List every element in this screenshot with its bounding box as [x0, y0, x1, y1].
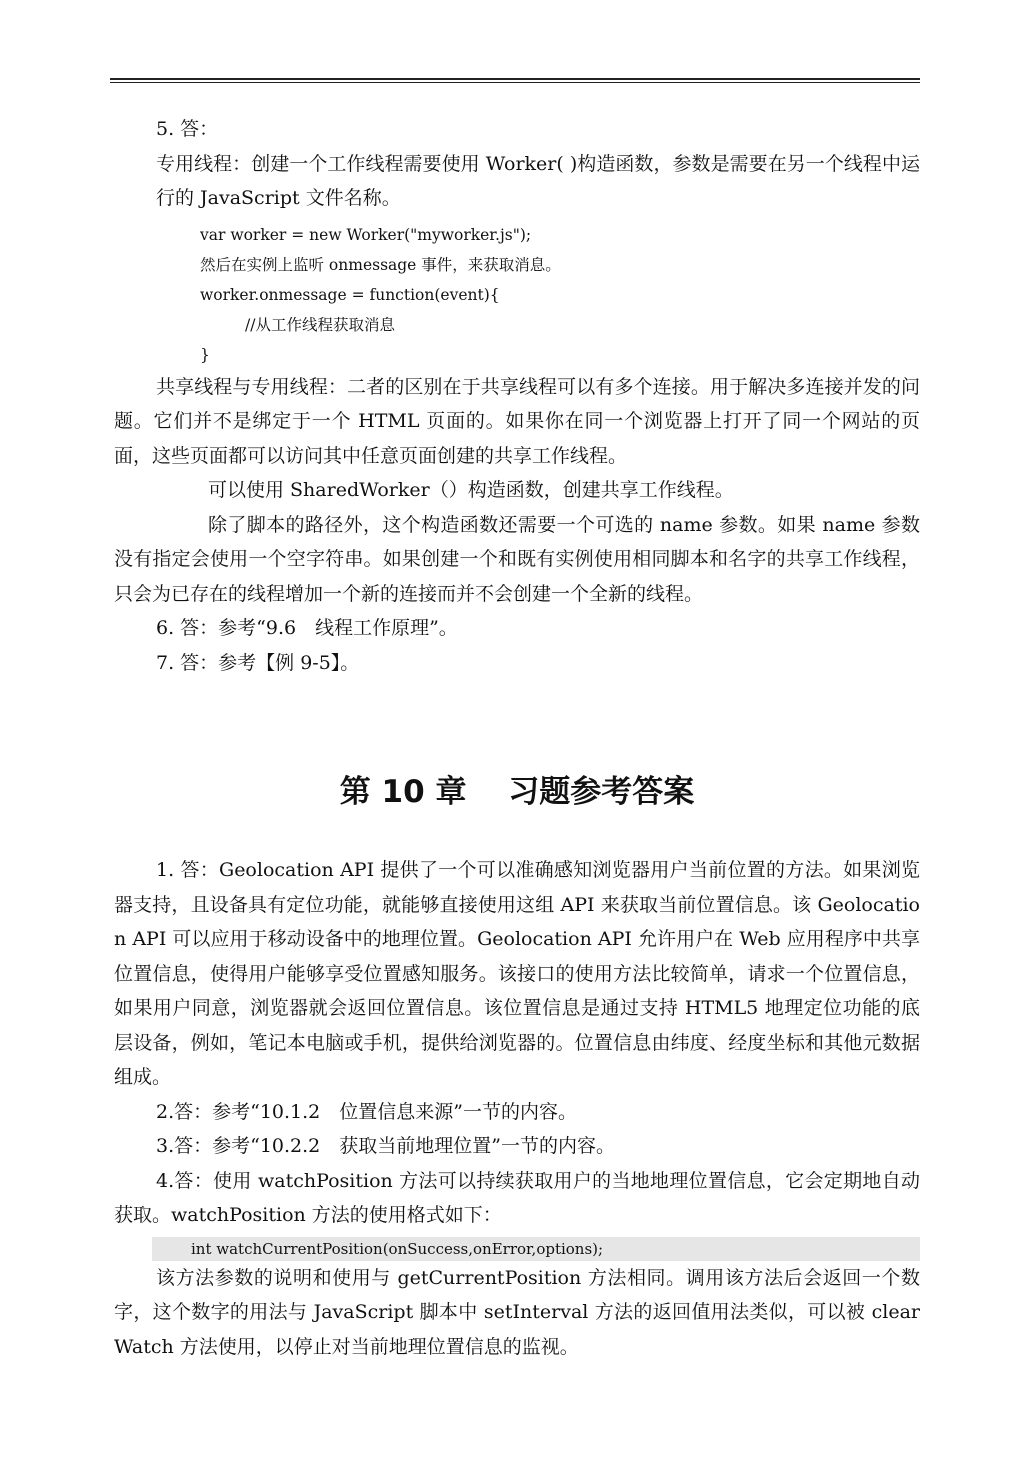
- chapter-title: 第 10 章 习题参考答案: [339, 774, 695, 810]
- ch10-answer-1: 1. 答：Geolocation API 提供了一个可以准确感知浏览器用户当前位置的方法。如果浏览器支持，且设备具有定位功能，就能够直接使用这组 API 来获取当前位置信息。该 Geolocation API 可以应用于移动设备中的地理位置。Geolocation API 允许用户在 Web 应用程序中共享位置信息，使得用户能够享受位置感知服务。该接口的使用方法比较简单，请求一个位置信息，如果用户同意，浏览器就会返回位置信息。该位置信息是通过支持 HTML5 地理定位功能的底层设备，例如，笔记本电脑或手机，提供给浏览器的。位置信息由纬度、经度坐标和其他元数据组成。: [114, 859, 920, 1088]
- code-line-2: 然后在实例上监听 onmessage 事件，来获取消息。: [200, 255, 561, 274]
- ch10-answer-4: 4.答：使用 watchPosition 方法可以持续获取用户的当地地理位置信息，它会定期地自动获取。watchPosition 方法的使用格式如下：: [114, 1169, 920, 1226]
- header-rule-thin: [110, 82, 920, 83]
- code-line-1: var worker = new Worker("myworker.js");: [200, 225, 532, 244]
- code-box-watch-position: int watchCurrentPosition(onSuccess,onError,options);: [152, 1237, 920, 1261]
- answer-7: 7. 答：参考【例 9-5】。: [156, 651, 360, 674]
- answer-6: 6. 答：参考“9.6 线程工作原理”。: [156, 617, 458, 639]
- code-line-3: worker.onmessage = function(event){: [200, 285, 500, 304]
- ch10-answer-2: 2.答：参考“10.1.2 位置信息来源”一节的内容。: [156, 1100, 577, 1123]
- page-content: [114, 112, 920, 1364]
- code-line-4: //从工作线程获取消息: [245, 315, 395, 334]
- ch10-answer-3: 3.答：参考“10.2.2 获取当前地理位置”一节的内容。: [156, 1135, 615, 1157]
- header-rule: [110, 78, 920, 80]
- ch10-answer-4-detail: 该方法参数的说明和使用与 getCurrentPosition 方法相同。调用该方法后会返回一个数字，这个数字的用法与 JavaScript 脚本中 setInterval 方法的返回值用法类似，可以被 clearWatch 方法使用，以停止对当前地理位置信息的监视。: [114, 1266, 920, 1358]
- code-line-5: }: [200, 345, 210, 364]
- answer-5-shared-worker: 共享线程与专用线程：二者的区别在于共享线程可以有多个连接。用于解决多连接并发的问题。它们并不是绑定于一个 HTML 页面的。如果你在同一个浏览器上打开了同一个网站的页面，这些页面都可以访问其中任意页面创建的共享工作线程。: [114, 375, 920, 467]
- answer-5-label: 5. 答：: [156, 118, 219, 140]
- answer-5-name-parameter: 除了脚本的路径外，这个构造函数还需要一个可选的 name 参数。如果 name 参数没有指定会使用一个空字符串。如果创建一个和既有实例使用相同脚本和名字的共享工作线程，只会为已存在的线程增加一个新的连接而并不会创建一个全新的线程。: [114, 513, 920, 605]
- answer-5-sharedworker-constructor: 可以使用 SharedWorker（）构造函数，创建共享工作线程。: [208, 479, 734, 501]
- answer-5-dedicated-worker: 专用线程：创建一个工作线程需要使用 Worker( )构造函数，参数是需要在另一个线程中运行的 JavaScript 文件名称。: [156, 152, 920, 209]
